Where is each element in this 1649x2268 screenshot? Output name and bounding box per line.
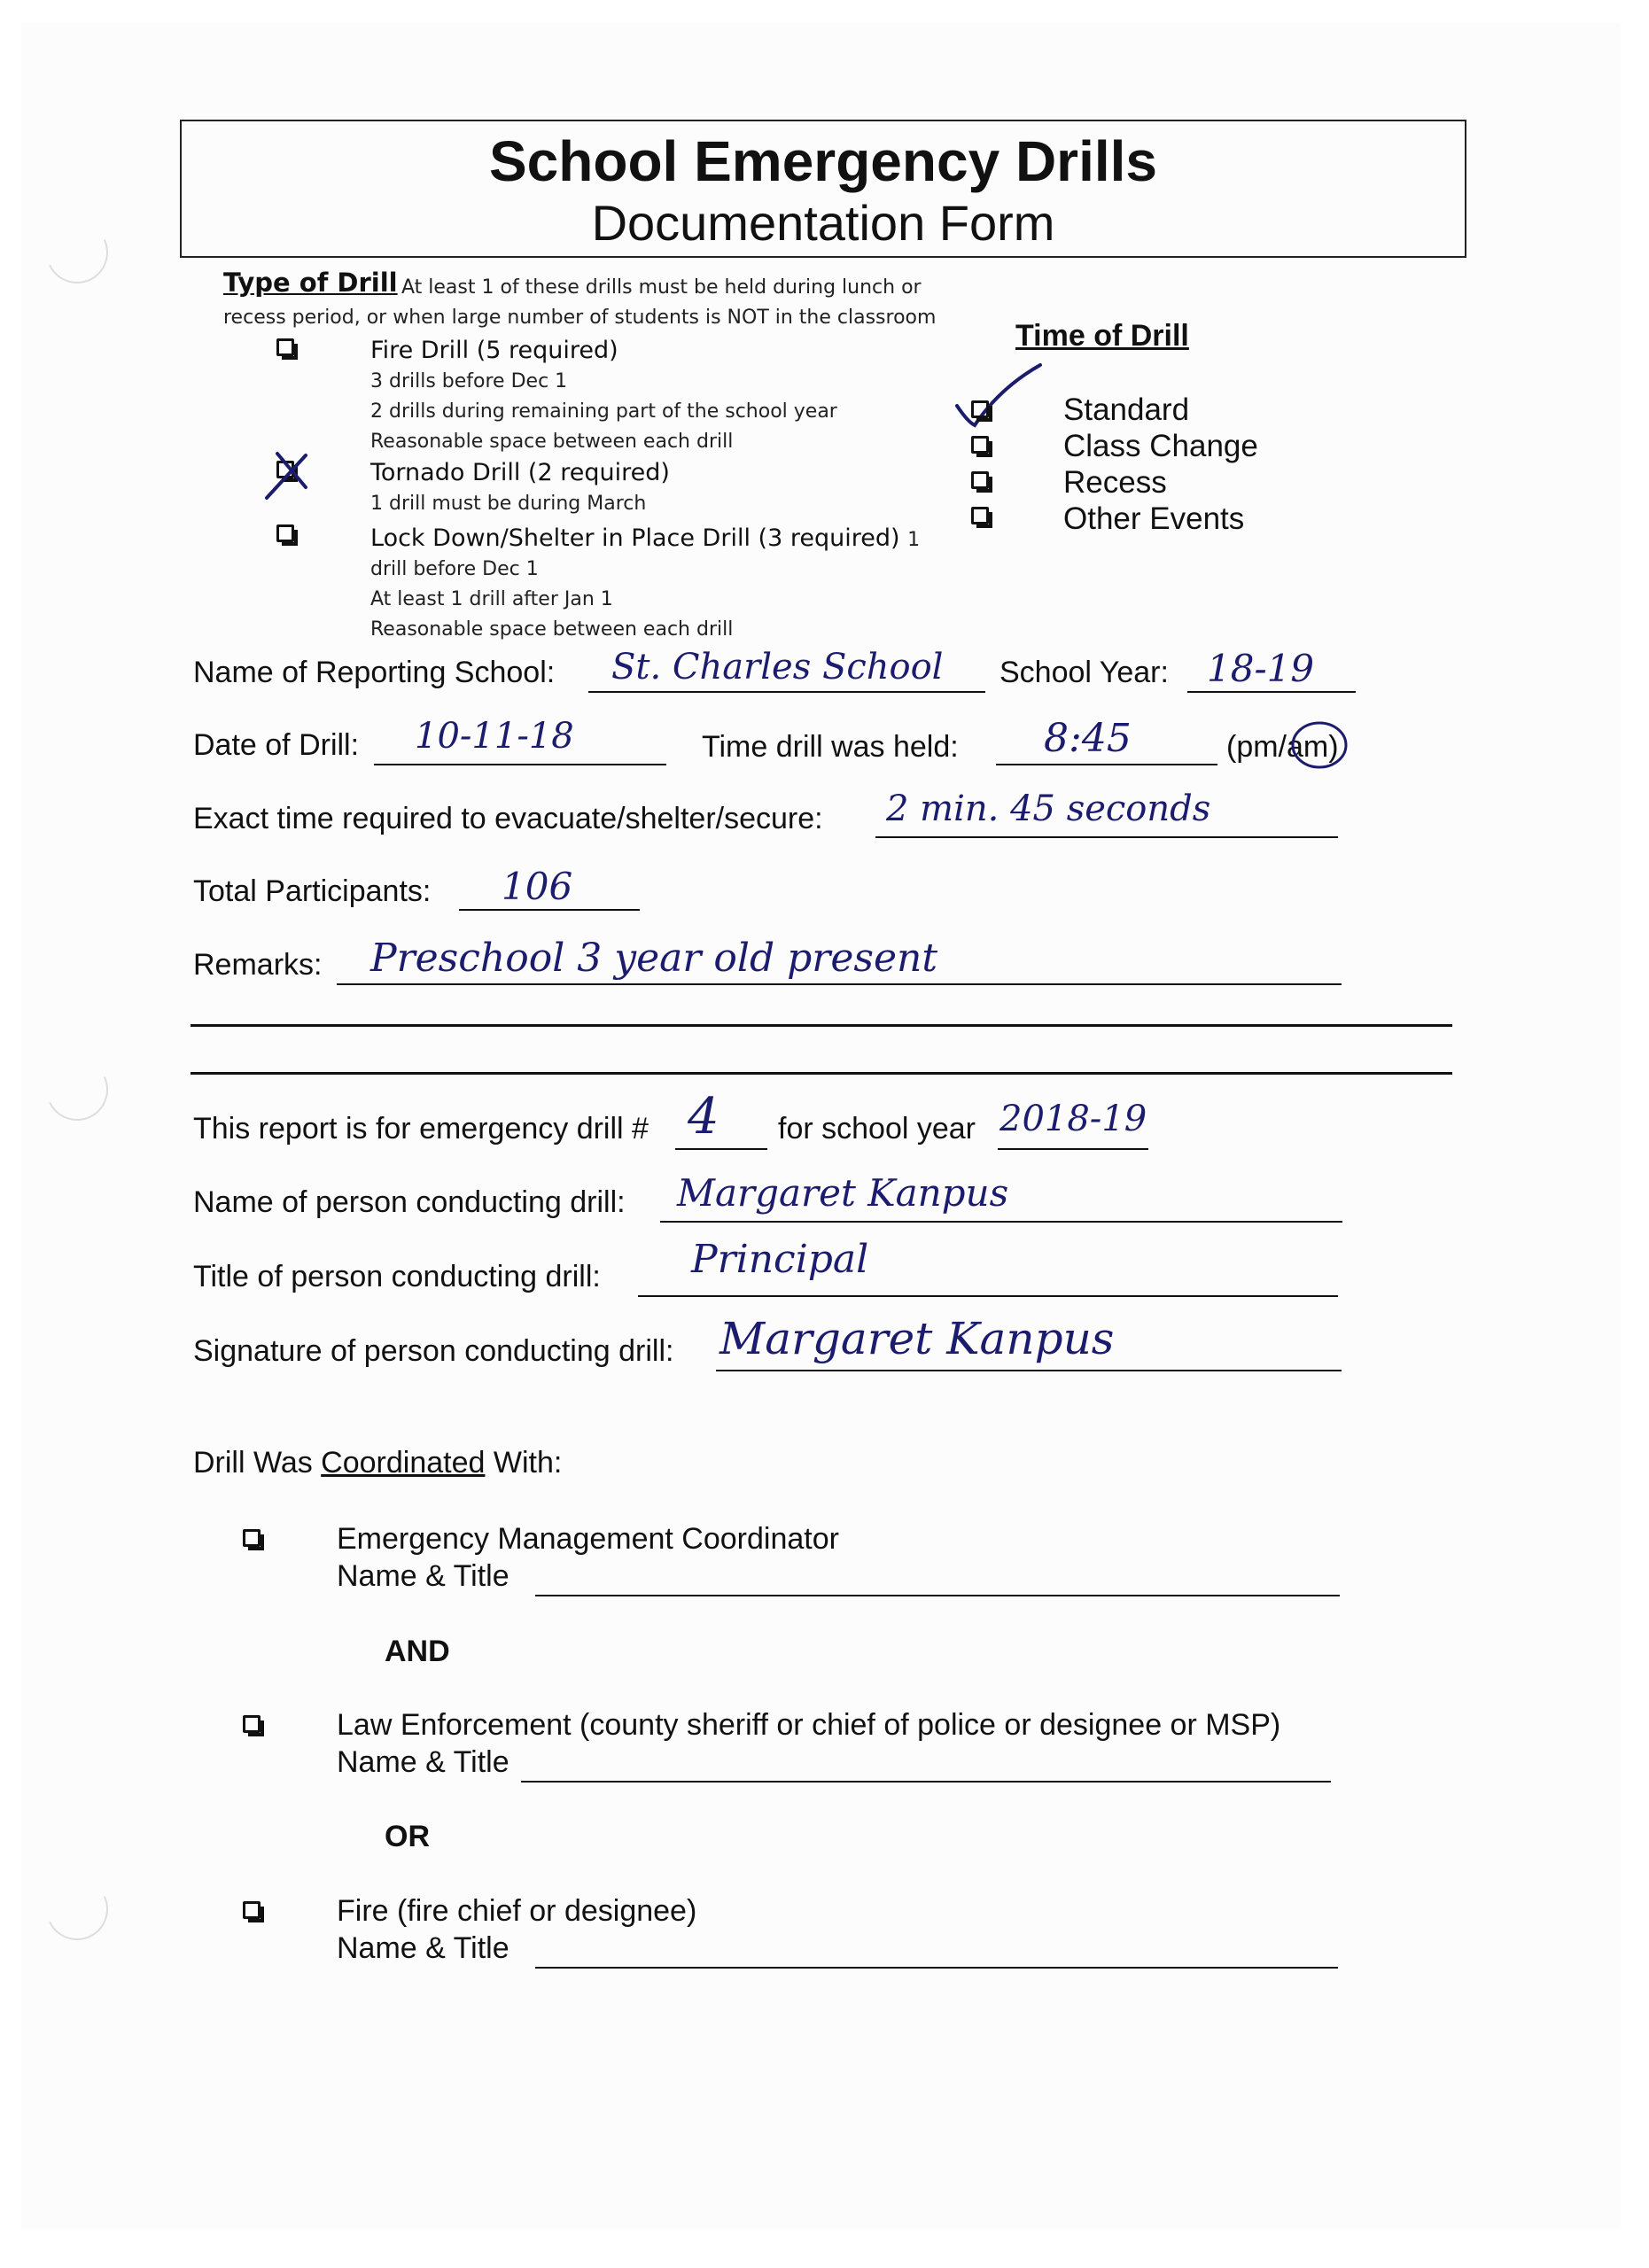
person-name-value[interactable]: Margaret Kanpus (677, 1171, 1009, 1215)
time-option-standard: Standard (1063, 392, 1190, 427)
form-title: School Emergency Drills (488, 129, 1158, 193)
signature-line (716, 1370, 1342, 1371)
remarks-extra-line (191, 1024, 1452, 1027)
type-of-drill-heading: Type of Drill (223, 268, 398, 298)
remarks-line (337, 983, 1342, 985)
person-name-label: Name of person conducting drill: (193, 1185, 626, 1219)
participants-label: Total Participants: (193, 874, 432, 908)
remarks-extra-line (191, 1072, 1452, 1075)
other-events-checkbox[interactable] (971, 507, 989, 524)
type-of-drill-note: recess period, or when large number of students is NOT in the classroom (223, 307, 937, 329)
type-of-drill-note: At least 1 of these drills must be held during lunch or (401, 276, 922, 299)
evacuation-value[interactable]: 2 min. 45 seconds (886, 788, 1211, 829)
fire-drill-label: Fire Drill (5 required) (370, 337, 618, 364)
tornado-drill-label: Tornado Drill (2 required) (370, 459, 670, 486)
fire-name-title-label: Name & Title (337, 1931, 509, 1965)
for-school-year-value[interactable]: 2018-19 (1000, 1099, 1147, 1139)
title-box (180, 120, 1466, 258)
date-label: Date of Drill: (193, 728, 360, 762)
time-option-class-change: Class Change (1063, 429, 1258, 463)
for-school-year-line (998, 1148, 1148, 1150)
time-held-value[interactable]: 8:45 (1044, 716, 1132, 761)
class-change-checkbox[interactable] (971, 436, 989, 454)
fire-chief-label: Fire (fire chief or designee) (337, 1894, 697, 1928)
person-title-label: Title of person conducting drill: (193, 1260, 601, 1293)
participants-value[interactable]: 106 (502, 865, 573, 908)
school-year-label: School Year: (1000, 656, 1169, 689)
school-value[interactable]: St. Charles School (611, 647, 944, 687)
law-name-title-label: Name & Title (337, 1745, 509, 1779)
form-subtitle: Documentation Form (591, 195, 1055, 251)
fire-name-title-line (535, 1967, 1338, 1969)
lockdown-drill-label: Lock Down/Shelter in Place Drill (3 required) 1 (370, 524, 921, 552)
time-held-line (996, 764, 1217, 765)
standard-checkbox[interactable] (971, 400, 989, 418)
school-line (588, 691, 985, 693)
fire-drill-note: 3 drills before Dec 1 (370, 370, 568, 392)
am-pm-label: (pm/am) (1226, 730, 1339, 764)
law-enforcement-checkbox[interactable] (243, 1715, 261, 1733)
date-line (374, 764, 666, 765)
tornado-checked-mark (260, 443, 322, 505)
lockdown-drill-note: drill before Dec 1 (370, 558, 539, 580)
lockdown-drill-checkbox[interactable] (276, 524, 294, 542)
emc-checkbox[interactable] (243, 1529, 261, 1547)
time-option-recess: Recess (1063, 465, 1167, 500)
law-name-title-line (521, 1781, 1331, 1783)
person-title-value[interactable]: Principal (691, 1237, 869, 1282)
participants-line (459, 909, 640, 911)
or-label: OR (385, 1820, 430, 1853)
fire-drill-note: 2 drills during remaining part of the school year (370, 400, 837, 423)
drill-number-line (675, 1148, 767, 1150)
signature-label: Signature of person conducting drill: (193, 1334, 674, 1368)
school-year-line (1187, 691, 1356, 693)
evacuation-label: Exact time required to evacuate/shelter/secure: (193, 802, 823, 835)
drill-number-value[interactable]: 4 (688, 1088, 719, 1146)
remarks-value[interactable]: Preschool 3 year old present (370, 936, 937, 981)
school-label: Name of Reporting School: (193, 656, 556, 689)
lockdown-drill-note: At least 1 drill after Jan 1 (370, 588, 613, 610)
for-school-year-label: for school year (778, 1112, 976, 1146)
date-value[interactable]: 10-11-18 (415, 716, 574, 757)
time-option-other-events: Other Events (1063, 501, 1245, 536)
drill-number-label: This report is for emergency drill # (193, 1112, 649, 1146)
coordination-heading: Drill Was Coordinated With: (193, 1446, 563, 1480)
lockdown-drill-note: Reasonable space between each drill (370, 618, 734, 641)
and-label: AND (385, 1635, 450, 1668)
signature-value[interactable]: Margaret Kanpus (719, 1313, 1115, 1364)
remarks-label: Remarks: (193, 948, 323, 982)
person-name-line (660, 1221, 1342, 1223)
school-year-value[interactable]: 18-19 (1207, 647, 1315, 690)
emc-name-title-label: Name & Title (337, 1559, 509, 1593)
emc-name-title-line (535, 1595, 1340, 1596)
am-circled-mark (1290, 719, 1352, 771)
law-enforcement-label: Law Enforcement (county sheriff or chief of police or designee or MSP) (337, 1708, 1281, 1742)
evacuation-line (875, 836, 1338, 838)
fire-chief-checkbox[interactable] (243, 1901, 261, 1919)
standard-check-mark (955, 361, 1053, 432)
recess-checkbox[interactable] (971, 471, 989, 489)
fire-drill-note: Reasonable space between each drill (370, 431, 734, 453)
time-held-label: Time drill was held: (702, 730, 959, 764)
emc-label: Emergency Management Coordinator (337, 1522, 839, 1556)
person-title-line (638, 1295, 1338, 1297)
fire-drill-checkbox[interactable] (276, 338, 294, 356)
tornado-drill-note: 1 drill must be during March (370, 493, 647, 515)
time-of-drill-heading: Time of Drill (1015, 319, 1189, 353)
